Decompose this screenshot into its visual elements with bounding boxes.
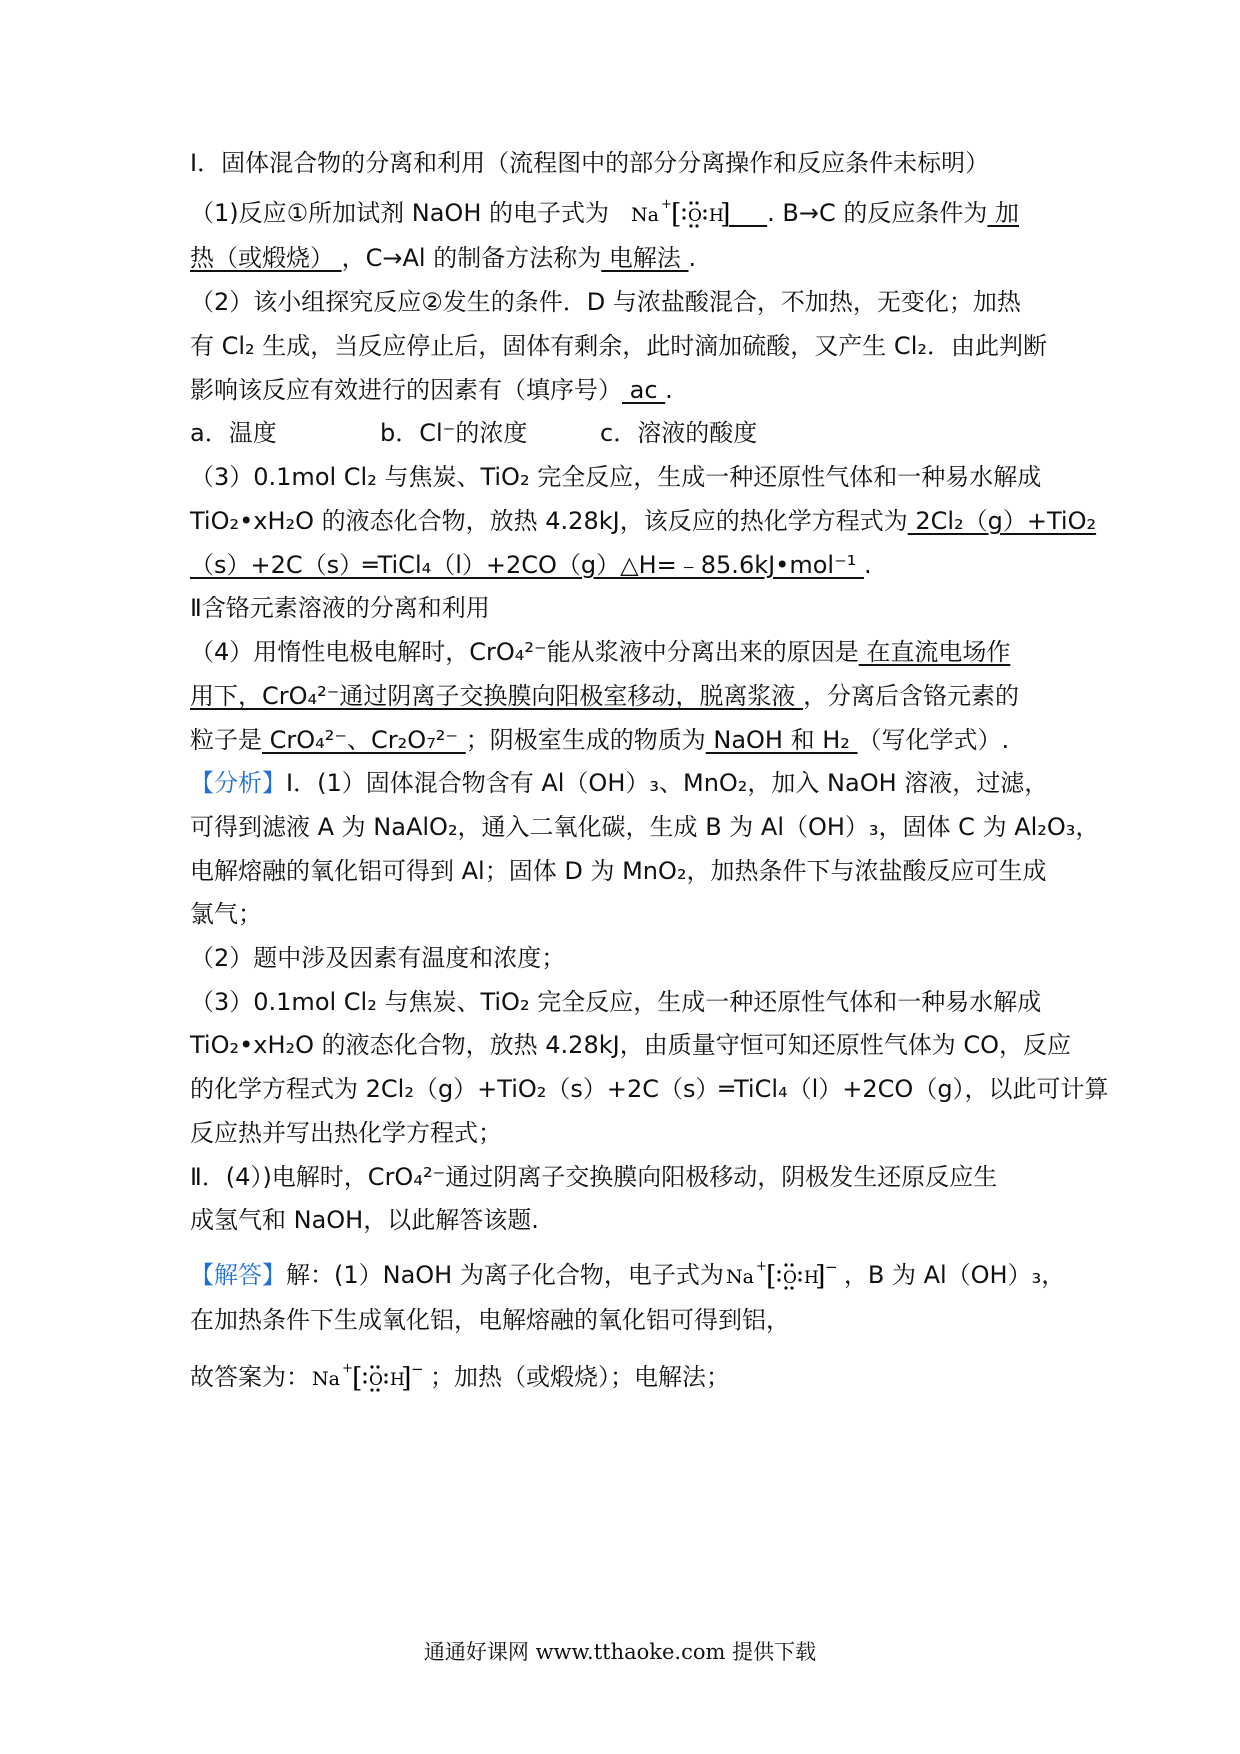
analysis-line1 bbox=[190, 766, 1070, 800]
q2-line3-end: . bbox=[665, 376, 673, 404]
q1-line2 bbox=[190, 241, 1070, 275]
solution-l3-prefix: 故答案为： bbox=[190, 1363, 310, 1391]
q2-line2: 有 Cl₂ 生成，当反应停止后，固体有剩余，此时滴加硫酸，又产生 Cl₂．由此判断 bbox=[190, 332, 1047, 360]
analysis-line9: 反应热并写出热化学方程式； bbox=[190, 1119, 502, 1147]
solution-l3-end: ；加热（或煅烧）；电解法； bbox=[430, 1363, 730, 1391]
svg-text:]: ] bbox=[401, 1363, 412, 1394]
analysis-l1: Ⅰ．(1）固体混合物含有 Al（OH）₃、MnO₂，加入 NaOH 溶液，过滤， bbox=[286, 769, 1049, 797]
q4-line3-mid: ；阴极室生成的物质为 bbox=[465, 726, 706, 754]
q4-answer-a: 在直流电场作 bbox=[858, 638, 1011, 666]
q2-line3 bbox=[190, 373, 1070, 407]
analysis-line5: （2）题中涉及因素有温度和浓度； bbox=[190, 944, 566, 972]
q1-answer2: 电解法 bbox=[601, 244, 689, 272]
svg-text:−: − bbox=[824, 1258, 838, 1276]
q4-line3-end: （写化学式）. bbox=[857, 726, 1010, 754]
svg-text:H: H bbox=[390, 1370, 405, 1390]
svg-text:O: O bbox=[782, 1268, 797, 1288]
svg-text:H: H bbox=[709, 206, 724, 226]
svg-text:O: O bbox=[369, 1370, 383, 1390]
solution-line1 bbox=[190, 1258, 1070, 1294]
naoh-electron-formula bbox=[310, 1360, 430, 1396]
q2-answer: ac bbox=[622, 376, 666, 404]
svg-text:−: − bbox=[411, 1360, 424, 1378]
option-b: b．Cl⁻的浓度 bbox=[380, 419, 528, 447]
q1-line1 bbox=[190, 196, 1070, 232]
naoh-electron-formula bbox=[724, 1258, 844, 1294]
footer-watermark: 通通好课网 www.tthaoke.com 提供下载 bbox=[423, 1640, 817, 1664]
q4-answer-b: 用下，CrO₄²⁻通过阴离子交换膜向阳极室移动，脱离浆液 bbox=[190, 682, 804, 710]
q3-line2 bbox=[190, 504, 1097, 538]
svg-text:[: [ bbox=[352, 1363, 363, 1394]
svg-text:Na: Na bbox=[725, 1266, 754, 1288]
q3-line1: （3）0.1mol Cl₂ 与焦炭、TiO₂ 完全反应，生成一种还原性气体和一种易水解成 bbox=[190, 463, 1042, 491]
analysis-line11: 成氢气和 NaOH，以此解答该题. bbox=[190, 1206, 539, 1234]
q1-mid2: ，C→Al 的制备方法称为 bbox=[341, 244, 602, 272]
naoh-electron-formula bbox=[609, 196, 729, 232]
solution-line2: 在加热条件下生成氧化铝，电解熔融的氧化铝可得到铝， bbox=[190, 1306, 790, 1334]
q3-answer-a: 2Cl₂（g）+TiO₂ bbox=[907, 507, 1097, 535]
q4-line3 bbox=[190, 723, 1070, 757]
analysis-line4: 氯气； bbox=[190, 900, 262, 928]
svg-text:]: ] bbox=[720, 199, 731, 230]
svg-text:H: H bbox=[803, 1268, 819, 1288]
q1-mid: . B→C 的反应条件为 bbox=[767, 199, 988, 227]
svg-text:+: + bbox=[342, 1361, 353, 1376]
analysis-line3: 电解熔融的氧化铝可得到 Al；固体 D 为 MnO₂，加热条件下与浓盐酸反应可生成 bbox=[190, 857, 1047, 885]
analysis-tag: 【分析】 bbox=[190, 769, 286, 797]
option-c: c．溶液的酸度 bbox=[600, 419, 758, 447]
option-a: a．温度 bbox=[190, 419, 277, 447]
q1-end: . bbox=[688, 244, 697, 272]
part2-heading: Ⅱ含铬元素溶液的分离和利用 bbox=[190, 594, 490, 622]
q4-line2 bbox=[190, 679, 1070, 713]
svg-text:Na: Na bbox=[631, 204, 659, 226]
svg-text:+: + bbox=[755, 1259, 767, 1274]
analysis-line8: 的化学方程式为 2Cl₂（g）+TiO₂（s）+2C（s）═TiCl₄（l）+2CO（g），以此可计算 bbox=[190, 1075, 1109, 1103]
solution-line3 bbox=[190, 1360, 1070, 1396]
q1-formula-blank bbox=[609, 197, 767, 230]
q3-line3 bbox=[190, 548, 1070, 582]
q4-line1 bbox=[190, 635, 1070, 669]
q1-answer-part2: 热（或煅烧） bbox=[190, 244, 342, 272]
analysis-line10: Ⅱ．(4）)电解时，CrO₄²⁻通过阴离子交换膜向阳极移动，阴极发生还原反应生 bbox=[190, 1163, 998, 1191]
analysis-line2: 可得到滤液 A 为 NaAlO₂，通入二氧化碳，生成 B 为 Al（OH）₃，固体 C 为 Al₂O₃， bbox=[190, 813, 1100, 841]
q4-answer-c: CrO₄²⁻、Cr₂O₇²⁻ bbox=[262, 726, 466, 754]
solution-l1-end: ，B 为 Al（OH）₃， bbox=[843, 1261, 1066, 1289]
svg-text:Na: Na bbox=[312, 1368, 340, 1390]
svg-text:[: [ bbox=[765, 1261, 777, 1292]
solution-l1-prefix: 解：(1）NaOH 为离子化合物，电子式为 bbox=[286, 1261, 724, 1289]
q2-line1: （2）该小组探究反应②发生的条件．D 与浓盐酸混合，不加热，无变化；加热 bbox=[190, 288, 1021, 316]
q2-options bbox=[190, 416, 1070, 450]
q1-prefix: （1)反应①所加试剂 NaOH 的电子式为 bbox=[190, 199, 610, 227]
q1-answer-part1: 加 bbox=[987, 199, 1020, 227]
q4-line3-prefix: 粒子是 bbox=[190, 726, 262, 754]
q4-answer-d: NaOH 和 H₂ bbox=[705, 726, 858, 754]
part1-heading: Ⅰ．固体混合物的分离和利用（流程图中的部分分离操作和反应条件未标明） bbox=[190, 149, 990, 177]
q4-line1-prefix: （4）用惰性电极电解时，CrO₄²⁻能从浆液中分离出来的原因是 bbox=[190, 638, 859, 666]
analysis-line6: （3）0.1mol Cl₂ 与焦炭、TiO₂ 完全反应，生成一种还原性气体和一种易水解成 bbox=[190, 988, 1042, 1016]
solution-tag: 【解答】 bbox=[190, 1261, 286, 1289]
svg-text:+: + bbox=[661, 197, 672, 212]
q3-end: . bbox=[864, 551, 872, 579]
svg-text:[: [ bbox=[671, 199, 682, 230]
q2-line3-prefix: 影响该反应有效进行的因素有（填序号） bbox=[190, 376, 622, 404]
analysis-line7: TiO₂•xH₂O 的液态化合物，放热 4.28kJ，由质量守恒可知还原性气体为 CO，反应 bbox=[190, 1031, 1071, 1059]
q3-answer-b: （s）+2C（s）═TiCl₄（l）+2CO（g）△H=﹣85.6kJ•mol⁻¹ bbox=[190, 551, 864, 579]
svg-text:]: ] bbox=[814, 1261, 826, 1292]
q3-line2-prefix: TiO₂•xH₂O 的液态化合物，放热 4.28kJ，该反应的热化学方程式为 bbox=[190, 507, 908, 535]
q4-mid: ，分离后含铬元素的 bbox=[803, 682, 1020, 710]
svg-text:O: O bbox=[688, 206, 702, 226]
